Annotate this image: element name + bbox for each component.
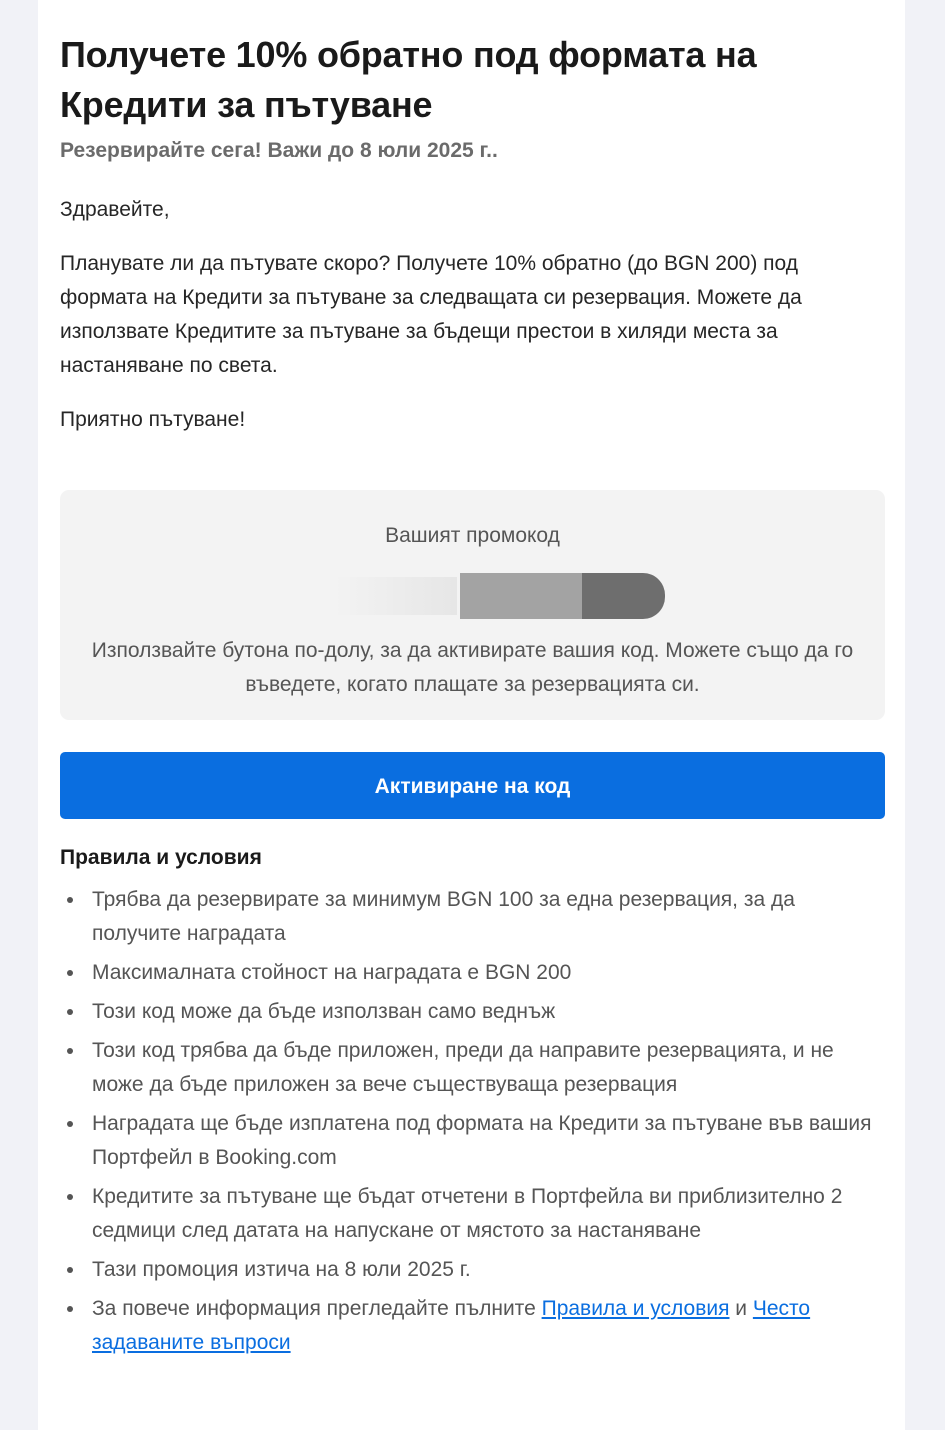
terms-item: Този код може да бъде използван само веднъж xyxy=(92,995,883,1029)
terms-item: Тази промоция изтича на 8 юли 2025 г. xyxy=(92,1253,883,1287)
terms-item: Максималната стойност на наградата е BGN 200 xyxy=(92,956,883,990)
terms-conditions-link[interactable]: Правила и условия xyxy=(541,1297,730,1320)
redaction-block-dark xyxy=(582,573,665,619)
greeting-text: Здравейте, xyxy=(60,198,170,221)
body-text: Планувате ли да пътувате скоро? Получете 10% обратно (до BGN 200) под формата на Кредити за пътуване за следващата си резервация. Можете да използвате Кредитите за пътуване за бъдещи престои в хиляди места за настаняване по света. xyxy=(60,252,802,377)
terms-list xyxy=(60,883,883,1360)
promo-code-box xyxy=(60,490,885,720)
activate-code-button[interactable]: Активиране на код xyxy=(60,752,885,819)
terms-item: Кредитите за пътуване ще бъдат отчетени в Портфейла ви приблизително 2 седмици след датата на напускане от мястото за настаняване xyxy=(92,1180,883,1248)
faq-link[interactable]: Често задаваните въпроси xyxy=(92,1297,811,1354)
email-subtitle: Резервирайте сега! Важи до 8 юли 2025 г.. xyxy=(60,139,498,162)
promo-code-label: Вашият промокод xyxy=(385,524,560,547)
redaction-block-light xyxy=(460,573,585,619)
closing-text: Приятно пътуване! xyxy=(60,408,246,431)
email-card xyxy=(38,0,905,1430)
terms-item: Наградата ще бъде изплатена под формата на Кредити за пътуване във вашия Портфейл в Booking.com xyxy=(92,1107,883,1175)
email-title: Получете 10% обратно под формата на Кредити за пътуване xyxy=(60,34,757,125)
terms-item-more-info xyxy=(92,1292,883,1360)
more-info-connector: и xyxy=(729,1297,753,1320)
promo-code-note: Използвайте бутона по-долу, за да активирате вашия код. Можете също да го въведете, когато плащате за резервацията си. xyxy=(91,639,854,696)
terms-item: Трябва да резервирате за минимум BGN 100 за една резервация, за да получите наградата xyxy=(92,883,883,951)
promo-code-redacted xyxy=(460,573,665,619)
redaction-fade xyxy=(335,577,457,615)
terms-item: Този код трябва да бъде приложен, преди да направите резервацията, и не може да бъде приложен за вече съществуваща резервация xyxy=(92,1034,883,1102)
more-info-prefix: За повече информация прегледайте пълните xyxy=(92,1297,542,1320)
terms-heading: Правила и условия xyxy=(60,846,262,869)
